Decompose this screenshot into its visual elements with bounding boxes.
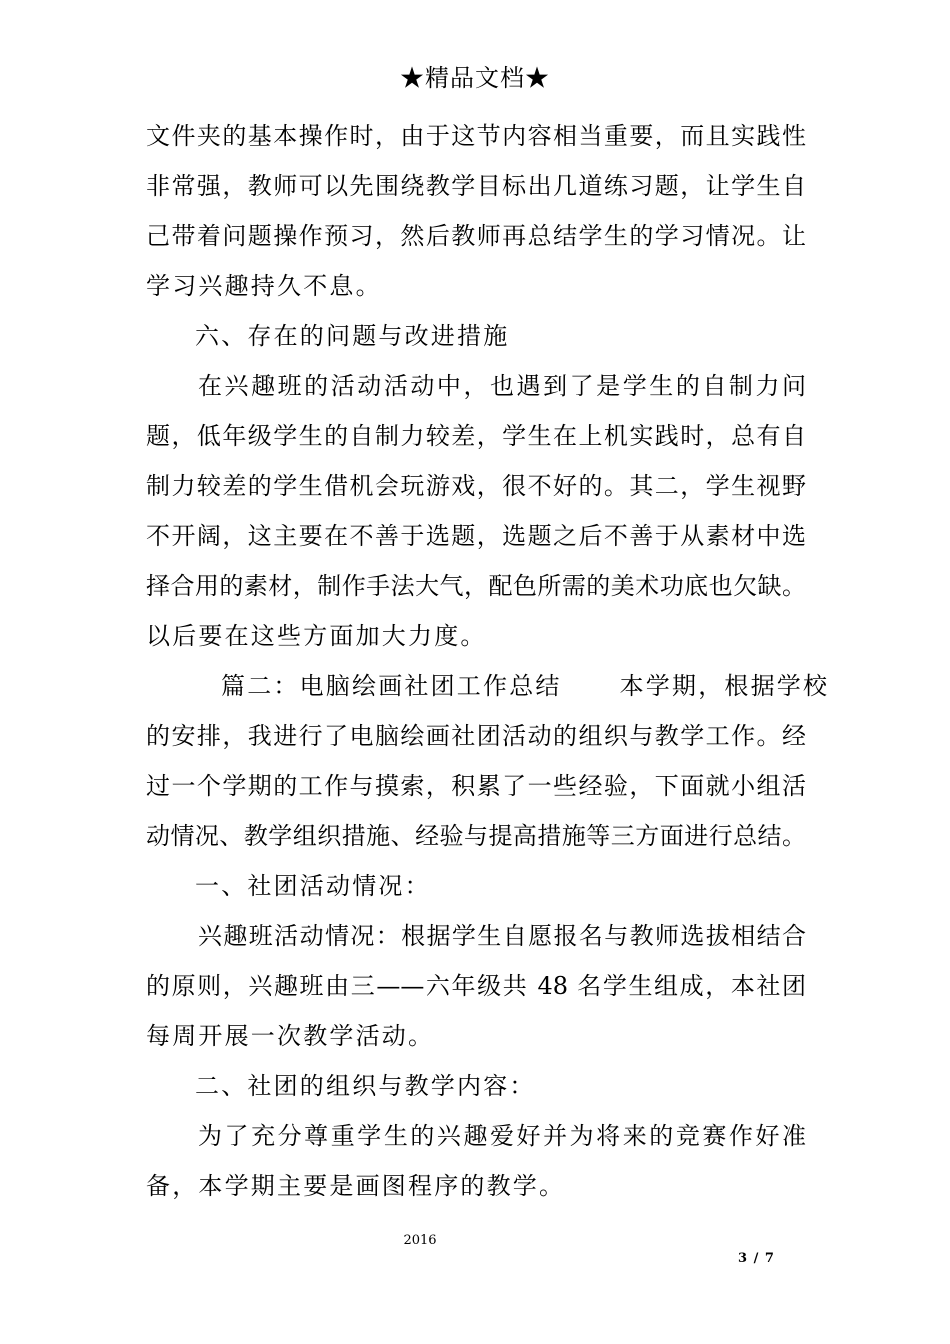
paragraph-line: 非常强，教师可以先围绕教学目标出几道练习题，让学生自 <box>146 172 806 200</box>
paragraph-line: 动情况、教学组织措施、经验与提高措施等三方面进行总结。 <box>146 822 806 850</box>
paragraph-line: 题，低年级学生的自制力较差，学生在上机实践时，总有自 <box>146 422 806 450</box>
paragraph-line: 每周开展一次教学活动。 <box>146 1022 435 1050</box>
section-heading-organization: 二、社团的组织与教学内容： <box>195 1072 536 1100</box>
paragraph-line: 的安排，我进行了电脑绘画社团活动的组织与教学工作。经 <box>146 722 806 750</box>
paragraph-line: 为了充分尊重学生的兴趣爱好并为将来的竞赛作好准 <box>198 1122 806 1150</box>
paragraph-line: 的原则，兴趣班由三——六年级共 48 名学生组成，本社团 <box>146 972 806 1000</box>
paragraph-line: 在兴趣班的活动活动中，也遇到了是学生的自制力问 <box>198 372 806 400</box>
paragraph-line: 己带着问题操作预习，然后教师再总结学生的学习情况。让 <box>146 222 806 250</box>
article-two-title-line <box>146 661 830 711</box>
page-number: 3 / 7 <box>738 1251 775 1266</box>
paragraph-line: 不开阔，这主要在不善于选题，选题之后不善于从素材中选 <box>146 522 806 550</box>
paragraph-line: 过一个学期的工作与摸索，积累了一些经验，下面就小组活 <box>146 772 806 800</box>
paragraph-line: 学习兴趣持久不息。 <box>146 272 382 300</box>
paragraph-line: 制力较差的学生借机会玩游戏，很不好的。其二，学生视野 <box>146 472 806 500</box>
section-heading-activities: 一、社团活动情况： <box>195 872 431 900</box>
paragraph-line: 以后要在这些方面加大力度。 <box>146 622 487 650</box>
document-header-title: ★精品文档★ <box>400 64 550 92</box>
document-body <box>146 111 830 1211</box>
paragraph-line: 择合用的素材，制作手法大气，配色所需的美术功底也欠缺。 <box>146 572 806 600</box>
paragraph-line: 文件夹的基本操作时，由于这节内容相当重要，而且实践性 <box>146 122 806 150</box>
section-heading-problems: 六、存在的问题与改进措施 <box>195 322 510 350</box>
article-two-title: 篇二：电脑绘画社团工作总结 <box>221 672 562 700</box>
paragraph-line: 兴趣班活动情况：根据学生自愿报名与教师选拔相结合 <box>198 922 806 950</box>
article-two-intro: 本学期，根据学校 <box>619 672 830 700</box>
footer-year: 2016 <box>403 1233 437 1248</box>
paragraph-line: 备，本学期主要是画图程序的教学。 <box>146 1172 566 1200</box>
